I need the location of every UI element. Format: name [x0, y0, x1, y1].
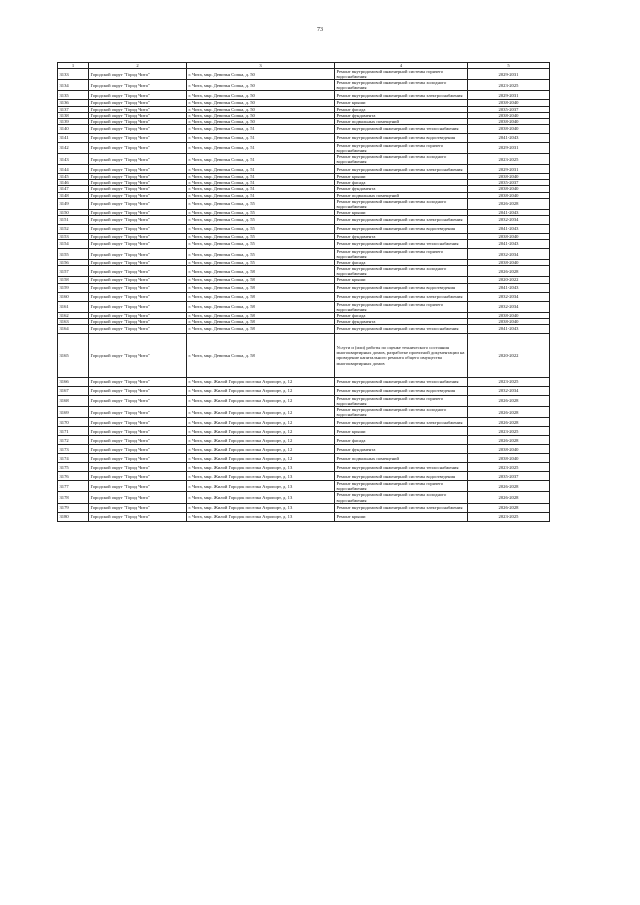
address-cell: г. Чита, мкр. Жилой Городок поселка Аэропорт, д. 12 — [187, 395, 335, 406]
work-type-cell: Ремонт крыши — [335, 512, 468, 521]
address-cell: г. Чита, мкр. Девичья Сопка, д. 51 — [187, 165, 335, 174]
row-number: 3163 — [58, 318, 89, 324]
table-row — [58, 436, 550, 445]
municipality-cell: Городской округ "Город Чита" — [89, 69, 187, 80]
address-cell: г. Чита, мкр. Девичья Сопка, д. 50 — [187, 112, 335, 118]
period-cell: 2026-2028 — [468, 492, 550, 503]
period-cell: 2038-2040 — [468, 312, 550, 318]
address-cell: г. Чита, мкр. Жилой Городок поселка Аэропорт, д. 12 — [187, 454, 335, 463]
work-type-cell: Ремонт внутридомовой инженерной системы холодного водоснабжения — [335, 492, 468, 503]
work-type-cell: Ремонт фундамента — [335, 186, 468, 192]
table-row — [58, 248, 550, 259]
address-cell: г. Чита, мкр. Девичья Сопка, д. 55 — [187, 215, 335, 224]
table-row — [58, 69, 550, 80]
row-number: 3165 — [58, 333, 89, 377]
table-row — [58, 445, 550, 454]
work-type-cell: Ремонт фундамента — [335, 318, 468, 324]
municipality-cell: Городской округ "Город Чита" — [89, 481, 187, 492]
period-cell: 2026-2028 — [468, 395, 550, 406]
row-number: 3134 — [58, 80, 89, 91]
period-cell: 2041-2043 — [468, 224, 550, 233]
table-row — [58, 292, 550, 301]
municipality-cell: Городской округ "Город Чита" — [89, 248, 187, 259]
address-cell: г. Чита, мкр. Жилой Городок поселка Аэропорт, д. 12 — [187, 445, 335, 454]
address-cell: г. Чита, мкр. Девичья Сопка, д. 50 — [187, 69, 335, 80]
table-row — [58, 463, 550, 472]
table-row — [58, 198, 550, 209]
address-cell: г. Чита, мкр. Девичья Сопка, д. 50 — [187, 91, 335, 100]
table-row — [58, 80, 550, 91]
address-cell: г. Чита, мкр. Девичья Сопка, д. 50 — [187, 118, 335, 124]
row-number: 3133 — [58, 69, 89, 80]
municipality-cell: Городской округ "Город Чита" — [89, 266, 187, 277]
table-row — [58, 124, 550, 133]
row-number: 3137 — [58, 106, 89, 112]
address-cell: г. Чита, мкр. Девичья Сопка, д. 55 — [187, 233, 335, 239]
row-number: 3162 — [58, 312, 89, 318]
table-row — [58, 481, 550, 492]
address-cell: г. Чита, мкр. Девичья Сопка, д. 50 — [187, 106, 335, 112]
period-cell: 2038-2040 — [468, 233, 550, 239]
period-cell: 2029-2031 — [468, 165, 550, 174]
work-type-cell: Ремонт фундамента — [335, 445, 468, 454]
row-number: 3141 — [58, 133, 89, 142]
period-cell: 2038-2040 — [468, 192, 550, 198]
municipality-cell: Городской округ "Город Чита" — [89, 165, 187, 174]
municipality-cell: Городской округ "Город Чита" — [89, 512, 187, 521]
row-number: 3161 — [58, 301, 89, 312]
period-cell: 2041-2043 — [468, 209, 550, 215]
address-cell: г. Чита, мкр. Девичья Сопка, д. 51 — [187, 124, 335, 133]
period-cell: 2038-2040 — [468, 260, 550, 266]
work-type-cell: Ремонт внутридомовой инженерной системы электроснабжения — [335, 292, 468, 301]
header-cell: 3 — [187, 63, 335, 69]
table-row — [58, 239, 550, 248]
period-cell: 2032-2034 — [468, 292, 550, 301]
address-cell: г. Чита, мкр. Девичья Сопка, д. 51 — [187, 133, 335, 142]
address-cell: г. Чита, мкр. Жилой Городок поселка Аэропорт, д. 13 — [187, 463, 335, 472]
row-number: 3139 — [58, 118, 89, 124]
period-cell: 2032-2034 — [468, 215, 550, 224]
municipality-cell: Городской округ "Город Чита" — [89, 198, 187, 209]
address-cell: г. Чита, мкр. Девичья Сопка, д. 55 — [187, 224, 335, 233]
address-cell: г. Чита, мкр. Девичья Сопка, д. 55 — [187, 209, 335, 215]
address-cell: г. Чита, мкр. Жилой Городок поселка Аэропорт, д. 12 — [187, 418, 335, 427]
row-number: 3142 — [58, 142, 89, 153]
work-type-cell: Ремонт внутридомовой инженерной системы водоотведения — [335, 224, 468, 233]
municipality-cell: Городской округ "Город Чита" — [89, 454, 187, 463]
municipality-cell: Городской округ "Город Чита" — [89, 407, 187, 418]
work-type-cell: Ремонт внутридомовой инженерной системы водоотведения — [335, 386, 468, 395]
table-row — [58, 377, 550, 386]
municipality-cell: Городской округ "Город Чита" — [89, 180, 187, 186]
work-type-cell: Ремонт фундамента — [335, 233, 468, 239]
address-cell: г. Чита, мкр. Жилой Городок поселка Аэропорт, д. 13 — [187, 481, 335, 492]
period-cell: 2026-2028 — [468, 198, 550, 209]
municipality-cell: Городской округ "Город Чита" — [89, 100, 187, 106]
period-cell: 2023-2025 — [468, 80, 550, 91]
row-number: 3153 — [58, 233, 89, 239]
table-row — [58, 142, 550, 153]
table-row — [58, 427, 550, 436]
work-type-cell: Ремонт фундамента — [335, 112, 468, 118]
row-number: 3176 — [58, 472, 89, 481]
period-cell: 2032-2034 — [468, 301, 550, 312]
table-row — [58, 472, 550, 481]
period-cell: 2026-2028 — [468, 436, 550, 445]
period-cell: 2032-2034 — [468, 386, 550, 395]
table-row — [58, 386, 550, 395]
address-cell: г. Чита, мкр. Девичья Сопка, д. 58 — [187, 318, 335, 324]
work-type-cell: Ремонт внутридомовой инженерной системы холодного водоснабжения — [335, 266, 468, 277]
municipality-cell: Городской округ "Город Чита" — [89, 312, 187, 318]
address-cell: г. Чита, мкр. Девичья Сопка, д. 50 — [187, 100, 335, 106]
table-row — [58, 333, 550, 377]
work-type-cell: Ремонт крыши — [335, 277, 468, 283]
row-number: 3149 — [58, 198, 89, 209]
table-row — [58, 512, 550, 521]
period-cell: 2038-2040 — [468, 445, 550, 454]
municipality-cell: Городской округ "Город Чита" — [89, 472, 187, 481]
work-type-cell: Ремонт внутридомовой инженерной системы теплоснабжения — [335, 377, 468, 386]
table-row — [58, 215, 550, 224]
municipality-cell: Городской округ "Город Чита" — [89, 318, 187, 324]
row-number: 3160 — [58, 292, 89, 301]
period-cell: 2026-2028 — [468, 407, 550, 418]
period-cell: 2041-2043 — [468, 239, 550, 248]
row-number: 3170 — [58, 418, 89, 427]
work-type-cell: Ремонт внутридомовой инженерной системы водоотведения — [335, 133, 468, 142]
work-type-cell: Ремонт внутридомовой инженерной системы горячего водоснабжения — [335, 248, 468, 259]
row-number: 3159 — [58, 283, 89, 292]
row-number: 3164 — [58, 324, 89, 333]
period-cell: 2038-2040 — [468, 174, 550, 180]
row-number: 3168 — [58, 395, 89, 406]
work-type-cell: Ремонт внутридомовой инженерной системы холодного водоснабжения — [335, 154, 468, 165]
period-cell: 2023-2025 — [468, 377, 550, 386]
row-number: 3150 — [58, 209, 89, 215]
period-cell: 2029-2031 — [468, 91, 550, 100]
work-type-cell: Ремонт фасада — [335, 260, 468, 266]
row-number: 3145 — [58, 174, 89, 180]
address-cell: г. Чита, мкр. Девичья Сопка, д. 51 — [187, 154, 335, 165]
address-cell: г. Чита, мкр. Девичья Сопка, д. 51 — [187, 174, 335, 180]
header-cell: 4 — [335, 63, 468, 69]
period-cell: 2026-2028 — [468, 481, 550, 492]
period-cell: 2035-2037 — [468, 180, 550, 186]
row-number: 3143 — [58, 154, 89, 165]
work-type-cell: Ремонт подвальных помещений — [335, 454, 468, 463]
table-row — [58, 492, 550, 503]
work-type-cell: Ремонт фасада — [335, 180, 468, 186]
period-cell: 2026-2028 — [468, 418, 550, 427]
header-cell: 2 — [89, 63, 187, 69]
period-cell: 2038-2040 — [468, 112, 550, 118]
work-type-cell: Ремонт внутридомовой инженерной системы горячего водоснабжения — [335, 142, 468, 153]
address-cell: г. Чита, мкр. Девичья Сопка, д. 51 — [187, 142, 335, 153]
row-number: 3169 — [58, 407, 89, 418]
municipality-cell: Городской округ "Город Чита" — [89, 224, 187, 233]
address-cell: г. Чита, мкр. Жилой Городок поселка Аэропорт, д. 12 — [187, 407, 335, 418]
row-number: 3180 — [58, 512, 89, 521]
row-number: 3157 — [58, 266, 89, 277]
period-cell: 2041-2043 — [468, 283, 550, 292]
period-cell: 2038-2040 — [468, 124, 550, 133]
address-cell: г. Чита, мкр. Девичья Сопка, д. 58 — [187, 301, 335, 312]
municipality-cell: Городской округ "Город Чита" — [89, 301, 187, 312]
table-row — [58, 91, 550, 100]
work-type-cell: Ремонт внутридомовой инженерной системы холодного водоснабжения — [335, 407, 468, 418]
row-number: 3155 — [58, 248, 89, 259]
address-cell: г. Чита, мкр. Девичья Сопка, д. 51 — [187, 180, 335, 186]
row-number: 3156 — [58, 260, 89, 266]
address-cell: г. Чита, мкр. Жилой Городок поселка Аэропорт, д. 12 — [187, 427, 335, 436]
municipality-cell: Городской округ "Город Чита" — [89, 395, 187, 406]
municipality-cell: Городской округ "Город Чита" — [89, 418, 187, 427]
address-cell: г. Чита, мкр. Девичья Сопка, д. 58 — [187, 312, 335, 318]
address-cell: г. Чита, мкр. Девичья Сопка, д. 51 — [187, 192, 335, 198]
address-cell: г. Чита, мкр. Жилой Городок поселка Аэропорт, д. 13 — [187, 503, 335, 512]
row-number: 3174 — [58, 454, 89, 463]
work-type-cell: Ремонт внутридомовой инженерной системы горячего водоснабжения — [335, 481, 468, 492]
work-type-cell: Ремонт внутридомовой инженерной системы теплоснабжения — [335, 239, 468, 248]
page-number: 73 — [317, 27, 323, 33]
table-row — [58, 503, 550, 512]
row-number: 3179 — [58, 503, 89, 512]
row-number: 3146 — [58, 180, 89, 186]
work-type-cell: Ремонт фасада — [335, 312, 468, 318]
period-cell: 2023-2025 — [468, 512, 550, 521]
row-number: 3154 — [58, 239, 89, 248]
row-number: 3136 — [58, 100, 89, 106]
municipality-cell: Городской округ "Город Чита" — [89, 427, 187, 436]
work-type-cell: Ремонт внутридомовой инженерной системы горячего водоснабжения — [335, 301, 468, 312]
row-number: 3178 — [58, 492, 89, 503]
address-cell: г. Чита, мкр. Жилой Городок поселка Аэропорт, д. 13 — [187, 492, 335, 503]
row-number: 3144 — [58, 165, 89, 174]
work-type-cell: Ремонт внутридомовой инженерной системы электроснабжения — [335, 418, 468, 427]
municipality-cell: Городской округ "Город Чита" — [89, 174, 187, 180]
municipality-cell: Городской округ "Город Чита" — [89, 124, 187, 133]
municipality-cell: Городской округ "Город Чита" — [89, 215, 187, 224]
table-row — [58, 224, 550, 233]
work-type-cell: Ремонт крыши — [335, 427, 468, 436]
municipality-cell: Городской округ "Город Чита" — [89, 260, 187, 266]
period-cell: 2035-2037 — [468, 472, 550, 481]
row-number: 3151 — [58, 215, 89, 224]
municipality-cell: Городской округ "Город Чита" — [89, 133, 187, 142]
municipality-cell: Городской округ "Город Чита" — [89, 292, 187, 301]
row-number: 3177 — [58, 481, 89, 492]
row-number: 3172 — [58, 436, 89, 445]
period-cell: 2029-2031 — [468, 69, 550, 80]
work-type-cell: Ремонт внутридомовой инженерной системы электроснабжения — [335, 503, 468, 512]
work-type-cell: Ремонт крыши — [335, 209, 468, 215]
address-cell: г. Чита, мкр. Жилой Городок поселка Аэропорт, д. 12 — [187, 436, 335, 445]
municipality-cell: Городской округ "Город Чита" — [89, 106, 187, 112]
table-row — [58, 395, 550, 406]
row-number: 3175 — [58, 463, 89, 472]
table-row — [58, 324, 550, 333]
municipality-cell: Городской округ "Город Чита" — [89, 324, 187, 333]
address-cell: г. Чита, мкр. Жилой Городок поселка Аэропорт, д. 12 — [187, 377, 335, 386]
table-row — [58, 283, 550, 292]
address-cell: г. Чита, мкр. Девичья Сопка, д. 55 — [187, 239, 335, 248]
work-type-cell: Ремонт подвальных помещений — [335, 118, 468, 124]
work-type-cell: Ремонт внутридомовой инженерной системы электроснабжения — [335, 91, 468, 100]
municipality-cell: Городской округ "Город Чита" — [89, 192, 187, 198]
period-cell: 2023-2025 — [468, 427, 550, 436]
work-type-cell: Ремонт внутридомовой инженерной системы водоотведения — [335, 472, 468, 481]
address-cell: г. Чита, мкр. Девичья Сопка, д. 58 — [187, 333, 335, 377]
work-type-cell: Ремонт фасада — [335, 106, 468, 112]
work-type-cell: Ремонт внутридомовой инженерной системы горячего водоснабжения — [335, 395, 468, 406]
municipality-cell: Городской округ "Город Чита" — [89, 492, 187, 503]
municipality-cell: Городской округ "Город Чита" — [89, 80, 187, 91]
period-cell: 2038-2040 — [468, 100, 550, 106]
address-cell: г. Чита, мкр. Девичья Сопка, д. 51 — [187, 186, 335, 192]
work-type-cell: Ремонт крыши — [335, 174, 468, 180]
address-cell: г. Чита, мкр. Девичья Сопка, д. 58 — [187, 266, 335, 277]
table-row — [58, 454, 550, 463]
period-cell: 2026-2028 — [468, 266, 550, 277]
municipality-cell: Городской округ "Город Чита" — [89, 503, 187, 512]
work-type-cell: Ремонт внутридомовой инженерной системы горячего водоснабжения — [335, 69, 468, 80]
row-number: 3152 — [58, 224, 89, 233]
capital-repair-table — [57, 62, 550, 522]
period-cell: 2020-2022 — [468, 333, 550, 377]
row-number: 3147 — [58, 186, 89, 192]
municipality-cell: Городской округ "Город Чита" — [89, 377, 187, 386]
address-cell: г. Чита, мкр. Девичья Сопка, д. 50 — [187, 80, 335, 91]
municipality-cell: Городской округ "Город Чита" — [89, 333, 187, 377]
period-cell: 2029-2031 — [468, 142, 550, 153]
work-type-cell: Ремонт внутридомовой инженерной системы холодного водоснабжения — [335, 80, 468, 91]
period-cell: 2032-2034 — [468, 248, 550, 259]
row-number: 3173 — [58, 445, 89, 454]
work-type-cell: Ремонт внутридомовой инженерной системы электроснабжения — [335, 165, 468, 174]
municipality-cell: Городской округ "Город Чита" — [89, 112, 187, 118]
table-row — [58, 133, 550, 142]
work-type-cell: Ремонт фасада — [335, 436, 468, 445]
municipality-cell: Городской округ "Город Чита" — [89, 239, 187, 248]
address-cell: г. Чита, мкр. Девичья Сопка, д. 55 — [187, 198, 335, 209]
header-cell: 5 — [468, 63, 550, 69]
row-number: 3138 — [58, 112, 89, 118]
period-cell: 2035-2037 — [468, 106, 550, 112]
municipality-cell: Городской округ "Город Чита" — [89, 154, 187, 165]
period-cell: 2038-2040 — [468, 318, 550, 324]
municipality-cell: Городской округ "Город Чита" — [89, 283, 187, 292]
table-row — [58, 154, 550, 165]
municipality-cell: Городской округ "Город Чита" — [89, 91, 187, 100]
table-row — [58, 407, 550, 418]
row-number: 3158 — [58, 277, 89, 283]
address-cell: г. Чита, мкр. Жилой Городок поселка Аэропорт, д. 13 — [187, 512, 335, 521]
address-cell: г. Чита, мкр. Жилой Городок поселка Аэропорт, д. 12 — [187, 386, 335, 395]
period-cell: 2041-2043 — [468, 133, 550, 142]
work-type-cell: Ремонт подвальных помещений — [335, 192, 468, 198]
period-cell: 2038-2040 — [468, 118, 550, 124]
address-cell: г. Чита, мкр. Девичья Сопка, д. 58 — [187, 277, 335, 283]
work-type-cell: Ремонт крыши — [335, 100, 468, 106]
municipality-cell: Городской округ "Город Чита" — [89, 142, 187, 153]
address-cell: г. Чита, мкр. Девичья Сопка, д. 58 — [187, 324, 335, 333]
municipality-cell: Городской округ "Город Чита" — [89, 436, 187, 445]
row-number: 3167 — [58, 386, 89, 395]
work-type-cell: Ремонт внутридомовой инженерной системы водоотведения — [335, 283, 468, 292]
period-cell: 2038-2040 — [468, 186, 550, 192]
period-cell: 2023-2025 — [468, 154, 550, 165]
work-type-cell: Ремонт внутридомовой инженерной системы теплоснабжения — [335, 324, 468, 333]
table-row — [58, 418, 550, 427]
period-cell: 2026-2028 — [468, 503, 550, 512]
work-type-cell: Ремонт внутридомовой инженерной системы электроснабжения — [335, 215, 468, 224]
address-cell: г. Чита, мкр. Девичья Сопка, д. 55 — [187, 260, 335, 266]
municipality-cell: Городской округ "Город Чита" — [89, 186, 187, 192]
municipality-cell: Городской округ "Город Чита" — [89, 277, 187, 283]
municipality-cell: Городской округ "Город Чита" — [89, 386, 187, 395]
table-row — [58, 301, 550, 312]
address-cell: г. Чита, мкр. Девичья Сопка, д. 58 — [187, 283, 335, 292]
row-number: 3135 — [58, 91, 89, 100]
address-cell: г. Чита, мкр. Девичья Сопка, д. 55 — [187, 248, 335, 259]
period-cell: 2020-2022 — [468, 277, 550, 283]
work-type-cell: Ремонт внутридомовой инженерной системы теплоснабжения — [335, 124, 468, 133]
work-type-cell: Ремонт внутридомовой инженерной системы холодного водоснабжения — [335, 198, 468, 209]
work-type-cell: Ремонт внутридомовой инженерной системы теплоснабжения — [335, 463, 468, 472]
row-number: 3171 — [58, 427, 89, 436]
municipality-cell: Городской округ "Город Чита" — [89, 118, 187, 124]
municipality-cell: Городской округ "Город Чита" — [89, 233, 187, 239]
period-cell: 2038-2040 — [468, 454, 550, 463]
municipality-cell: Городской округ "Город Чита" — [89, 463, 187, 472]
municipality-cell: Городской округ "Город Чита" — [89, 209, 187, 215]
table-row — [58, 165, 550, 174]
row-number: 3140 — [58, 124, 89, 133]
header-cell: 1 — [58, 63, 89, 69]
row-number: 3166 — [58, 377, 89, 386]
work-type-cell: Услуги и (или) работы по оценке технического состояния многоквартирных домов, разработке проектной документации на проведение капитального ремонта общего имущества многоквартирных домов — [335, 333, 468, 377]
table-row — [58, 266, 550, 277]
municipality-cell: Городской округ "Город Чита" — [89, 445, 187, 454]
address-cell: г. Чита, мкр. Девичья Сопка, д. 58 — [187, 292, 335, 301]
row-number: 3148 — [58, 192, 89, 198]
period-cell: 2041-2043 — [468, 324, 550, 333]
address-cell: г. Чита, мкр. Жилой Городок поселка Аэропорт, д. 13 — [187, 472, 335, 481]
period-cell: 2023-2025 — [468, 463, 550, 472]
